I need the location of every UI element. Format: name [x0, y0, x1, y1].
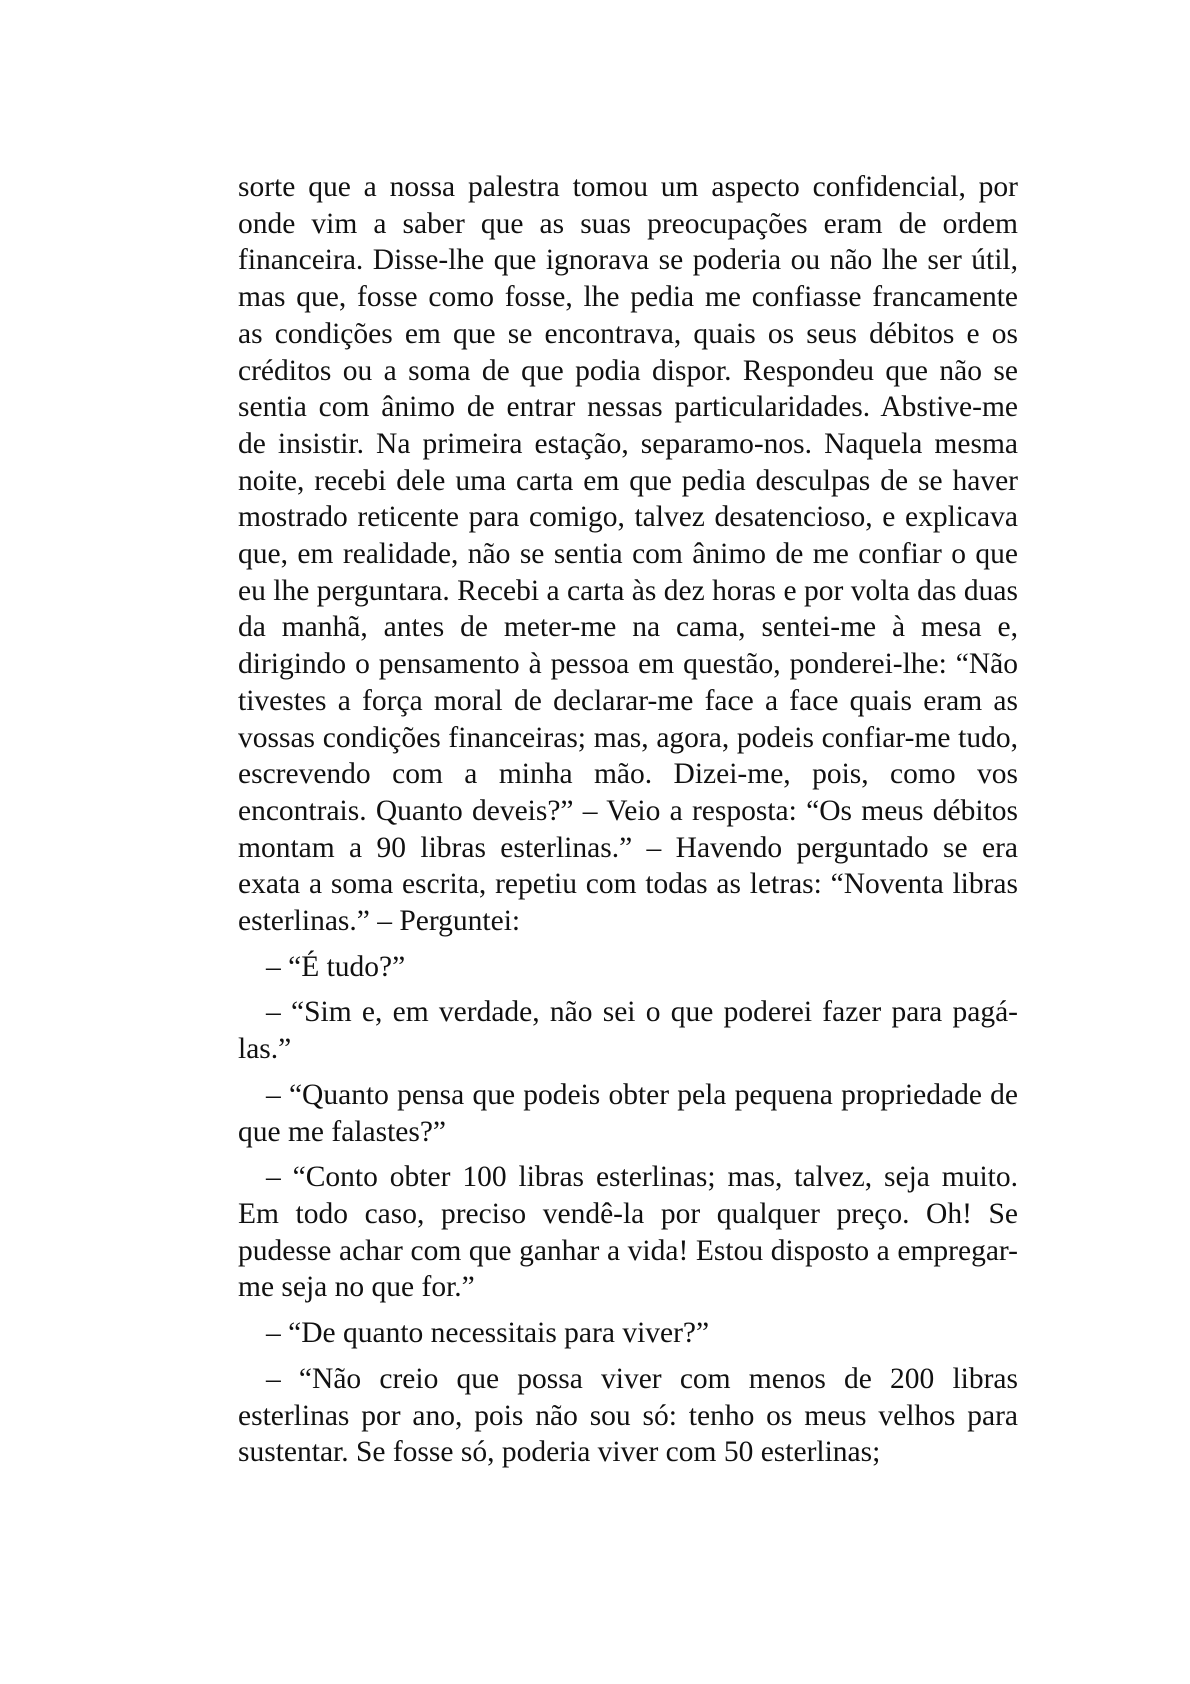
dialogue-line: – “Quanto pensa que podeis obter pela pequena propriedade de que me falastes?”: [238, 1078, 1018, 1148]
dialogue-line: – “Sim e, em verdade, não sei o que poderei fazer para pagá-las.”: [238, 996, 1018, 1066]
narrative-paragraph: sorte que a nossa palestra tomou um aspecto confidencial, por onde vim a saber que as suas preocupações eram de ordem financeira. Disse-lhe que ignorava se poderia ou não lhe ser útil, mas que, fosse como fosse, lhe pedia me confiasse francamente as condições em que se encontrava, quais os seus débitos e os créditos ou a soma de que podia dispor. Respondeu que não se sentia com ânimo de entrar nessas particularidades. Abstive-me de insistir. Na primeira estação, separamo-nos. Naquela mesma noite, recebi dele uma carta em que pedia desculpas de se haver mostrado reticente para comigo, talvez desatencioso, e explicava que, em realidade, não se sentia com ânimo de me confiar o que eu lhe perguntara. Recebi a carta às dez horas e por volta das duas da manhã, antes de meter-me na cama, sentei-me à mesa e, dirigindo o pensamento à pessoa em questão, ponderei-lhe: “Não tivestes a força moral de declarar-me face a face quais eram as vossas condições financeiras; mas, agora, podeis confiar-me tudo, escrevendo com a minha mão. Dizei-me, pois, como vos encontrais. Quanto deveis?” – Veio a resposta: “Os meus débitos montam a 90 libras esterlinas.” – Havendo perguntado se era exata a soma escrita, repetiu com todas as letras: “Noventa libras esterlinas.” – Perguntei:: [238, 171, 1018, 938]
page-body: [238, 169, 1018, 1471]
dialogue-line: – “É tudo?”: [266, 950, 406, 983]
dialogue-line: – “Não creio que possa viver com menos de 200 libras esterlinas por ano, pois não sou só: tenho os meus velhos para sustentar. Se fosse só, poderia viver com 50 esterlinas;: [238, 1362, 1018, 1469]
dialogue-line: – “Conto obter 100 libras esterlinas; mas, talvez, seja muito. Em todo caso, preciso vendê-la por qualquer preço. Oh! Se pudesse achar com que ganhar a vida! Estou disposto a empregar-me seja no que for.”: [238, 1161, 1018, 1304]
dialogue-line: – “De quanto necessitais para viver?”: [266, 1317, 710, 1350]
